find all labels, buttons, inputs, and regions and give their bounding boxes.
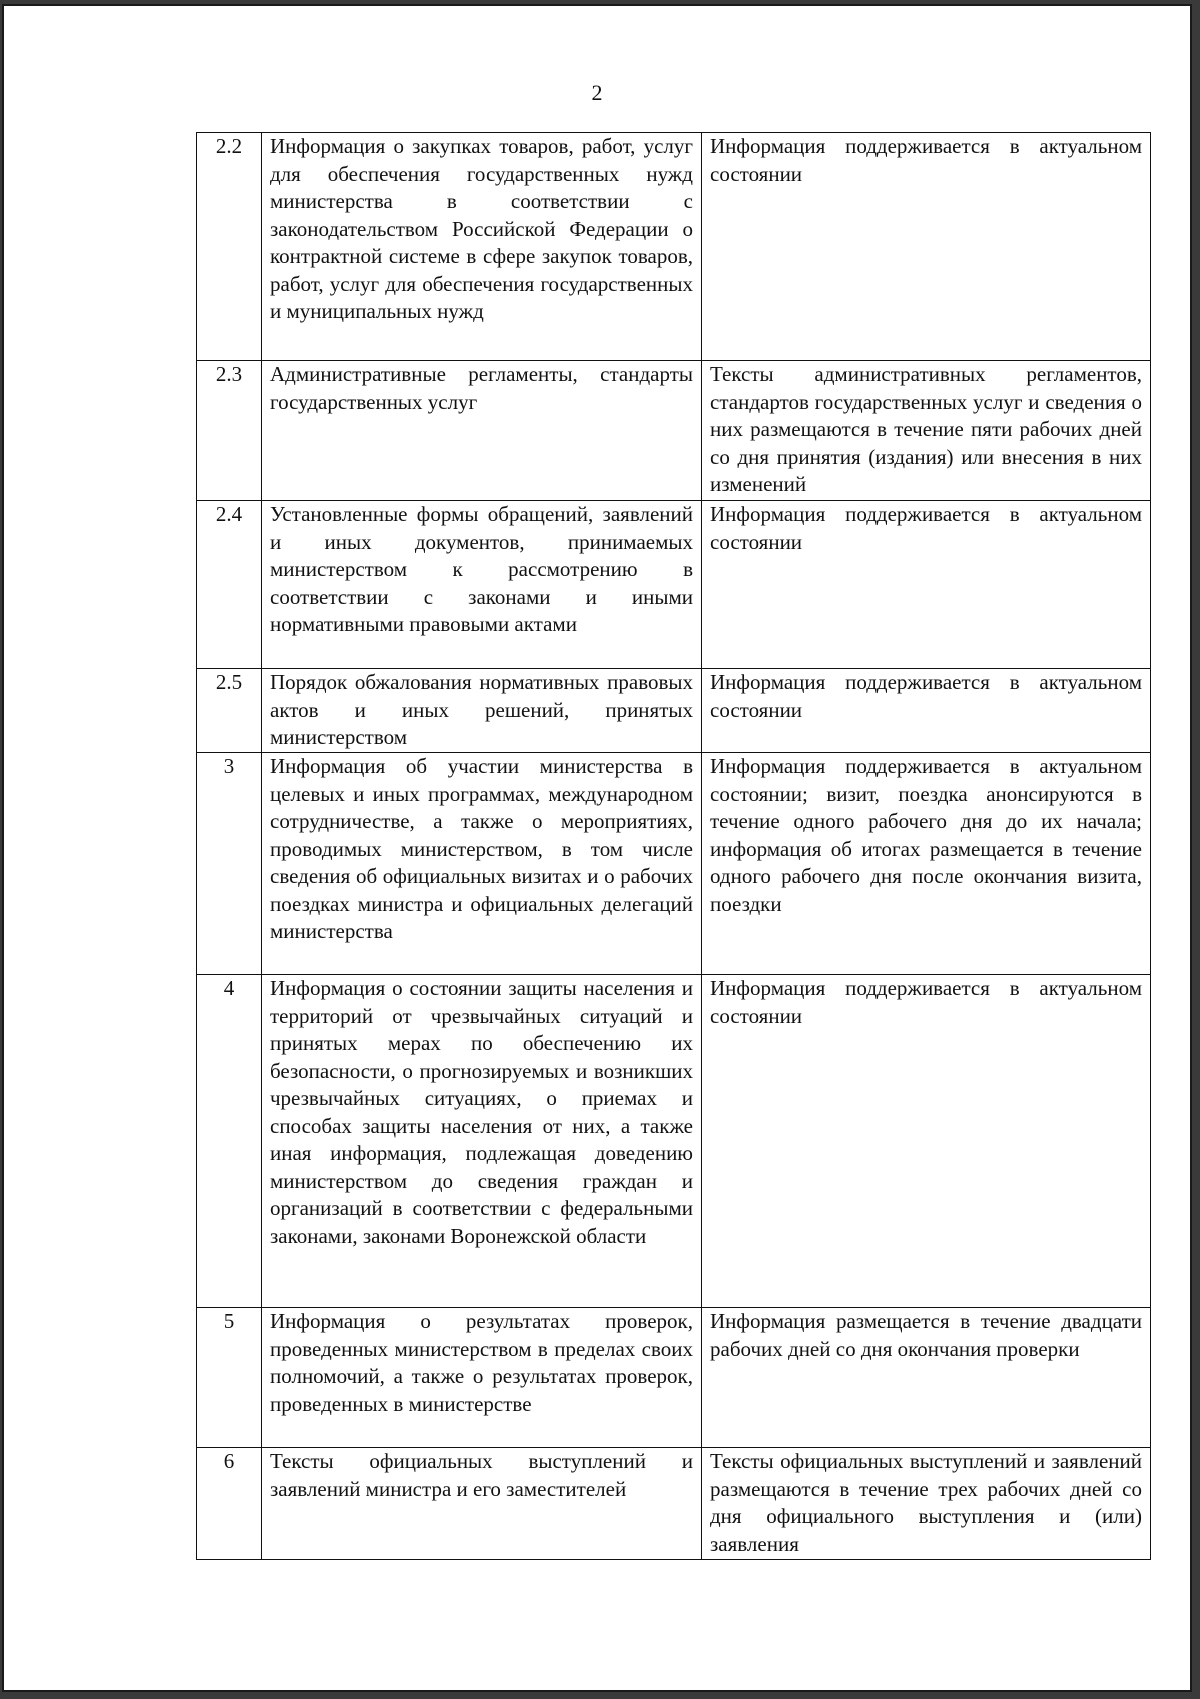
row-information-name: Информация о состоянии защиты населения и территорий от чрезвычайных ситуаций и принятых мерах по обеспечению их безопасности, о прогнозируемых и возникших чрезвычайных ситуациях, о приемах и способах защиты населения от них, а также иная информация, подлежащая доведению министерством до сведения граждан и организаций в соответствии с федеральными законами, законами Воронежской области — [262, 975, 702, 1308]
row-number: 5 — [197, 1308, 262, 1448]
page-number: 2 — [591, 80, 603, 105]
row-number: 6 — [197, 1448, 262, 1560]
row-placement-term: Тексты официальных выступлений и заявлений размещаются в течение трех рабочих дней со дня официального выступления и (или) заявления — [702, 1448, 1151, 1560]
table-row — [197, 361, 1151, 501]
row-placement-term: Информация размещается в течение двадцати рабочих дней со дня окончания проверки — [702, 1308, 1151, 1448]
row-number: 2.4 — [197, 501, 262, 669]
row-information-name: Тексты официальных выступлений и заявлений министра и его заместителей — [262, 1448, 702, 1560]
row-placement-term: Тексты административных регламентов, стандартов государственных услуг и сведения о них размещаются в течение пяти рабочих дней со дня принятия (издания) или внесения в них изменений — [702, 361, 1151, 501]
information-table — [196, 132, 1151, 1560]
row-number: 2.5 — [197, 669, 262, 753]
row-information-name: Административные регламенты, стандарты государственных услуг — [262, 361, 702, 501]
document-page — [4, 6, 1190, 1690]
table-row — [197, 975, 1151, 1308]
row-information-name: Информация об участии министерства в целевых и иных программах, международном сотрудничестве, а также о мероприятиях, проводимых министерством, в том числе сведения об официальных визитах и о рабочих поездках министра и официальных делегаций министерства — [262, 753, 702, 975]
row-placement-term: Информация поддерживается в актуальном состоянии; визит, поездка анонсируются в течение одного рабочего дня до их начала; информация об итогах размещается в течение одного рабочего дня после окончания визита, поездки — [702, 753, 1151, 975]
row-placement-term: Информация поддерживается в актуальном состоянии — [702, 501, 1151, 669]
table-row — [197, 1448, 1151, 1560]
table-row — [197, 669, 1151, 753]
row-placement-term: Информация поддерживается в актуальном состоянии — [702, 975, 1151, 1308]
row-information-name: Порядок обжалования нормативных правовых актов и иных решений, принятых министерством — [262, 669, 702, 753]
row-information-name: Информация о закупках товаров, работ, услуг для обеспечения государственных нужд министерства в соответствии с законодательством Российской Федерации о контрактной системе в сфере закупок товаров, работ, услуг для обеспечения государственных и муниципальных нужд — [262, 133, 702, 361]
row-information-name: Информация о результатах проверок, проведенных министерством в пределах своих полномочий, а также о результатах проверок, проведенных в министерстве — [262, 1308, 702, 1448]
row-number: 2.2 — [197, 133, 262, 361]
row-placement-term: Информация поддерживается в актуальном состоянии — [702, 669, 1151, 753]
table-row — [197, 501, 1151, 669]
row-information-name: Установленные формы обращений, заявлений и иных документов, принимаемых министерством к рассмотрению в соответствии с законами и иными нормативными правовыми актами — [262, 501, 702, 669]
table-row — [197, 133, 1151, 361]
table-row — [197, 1308, 1151, 1448]
row-number: 2.3 — [197, 361, 262, 501]
table-row — [197, 753, 1151, 975]
row-number: 3 — [197, 753, 262, 975]
row-placement-term: Информация поддерживается в актуальном состоянии — [702, 133, 1151, 361]
row-number: 4 — [197, 975, 262, 1308]
